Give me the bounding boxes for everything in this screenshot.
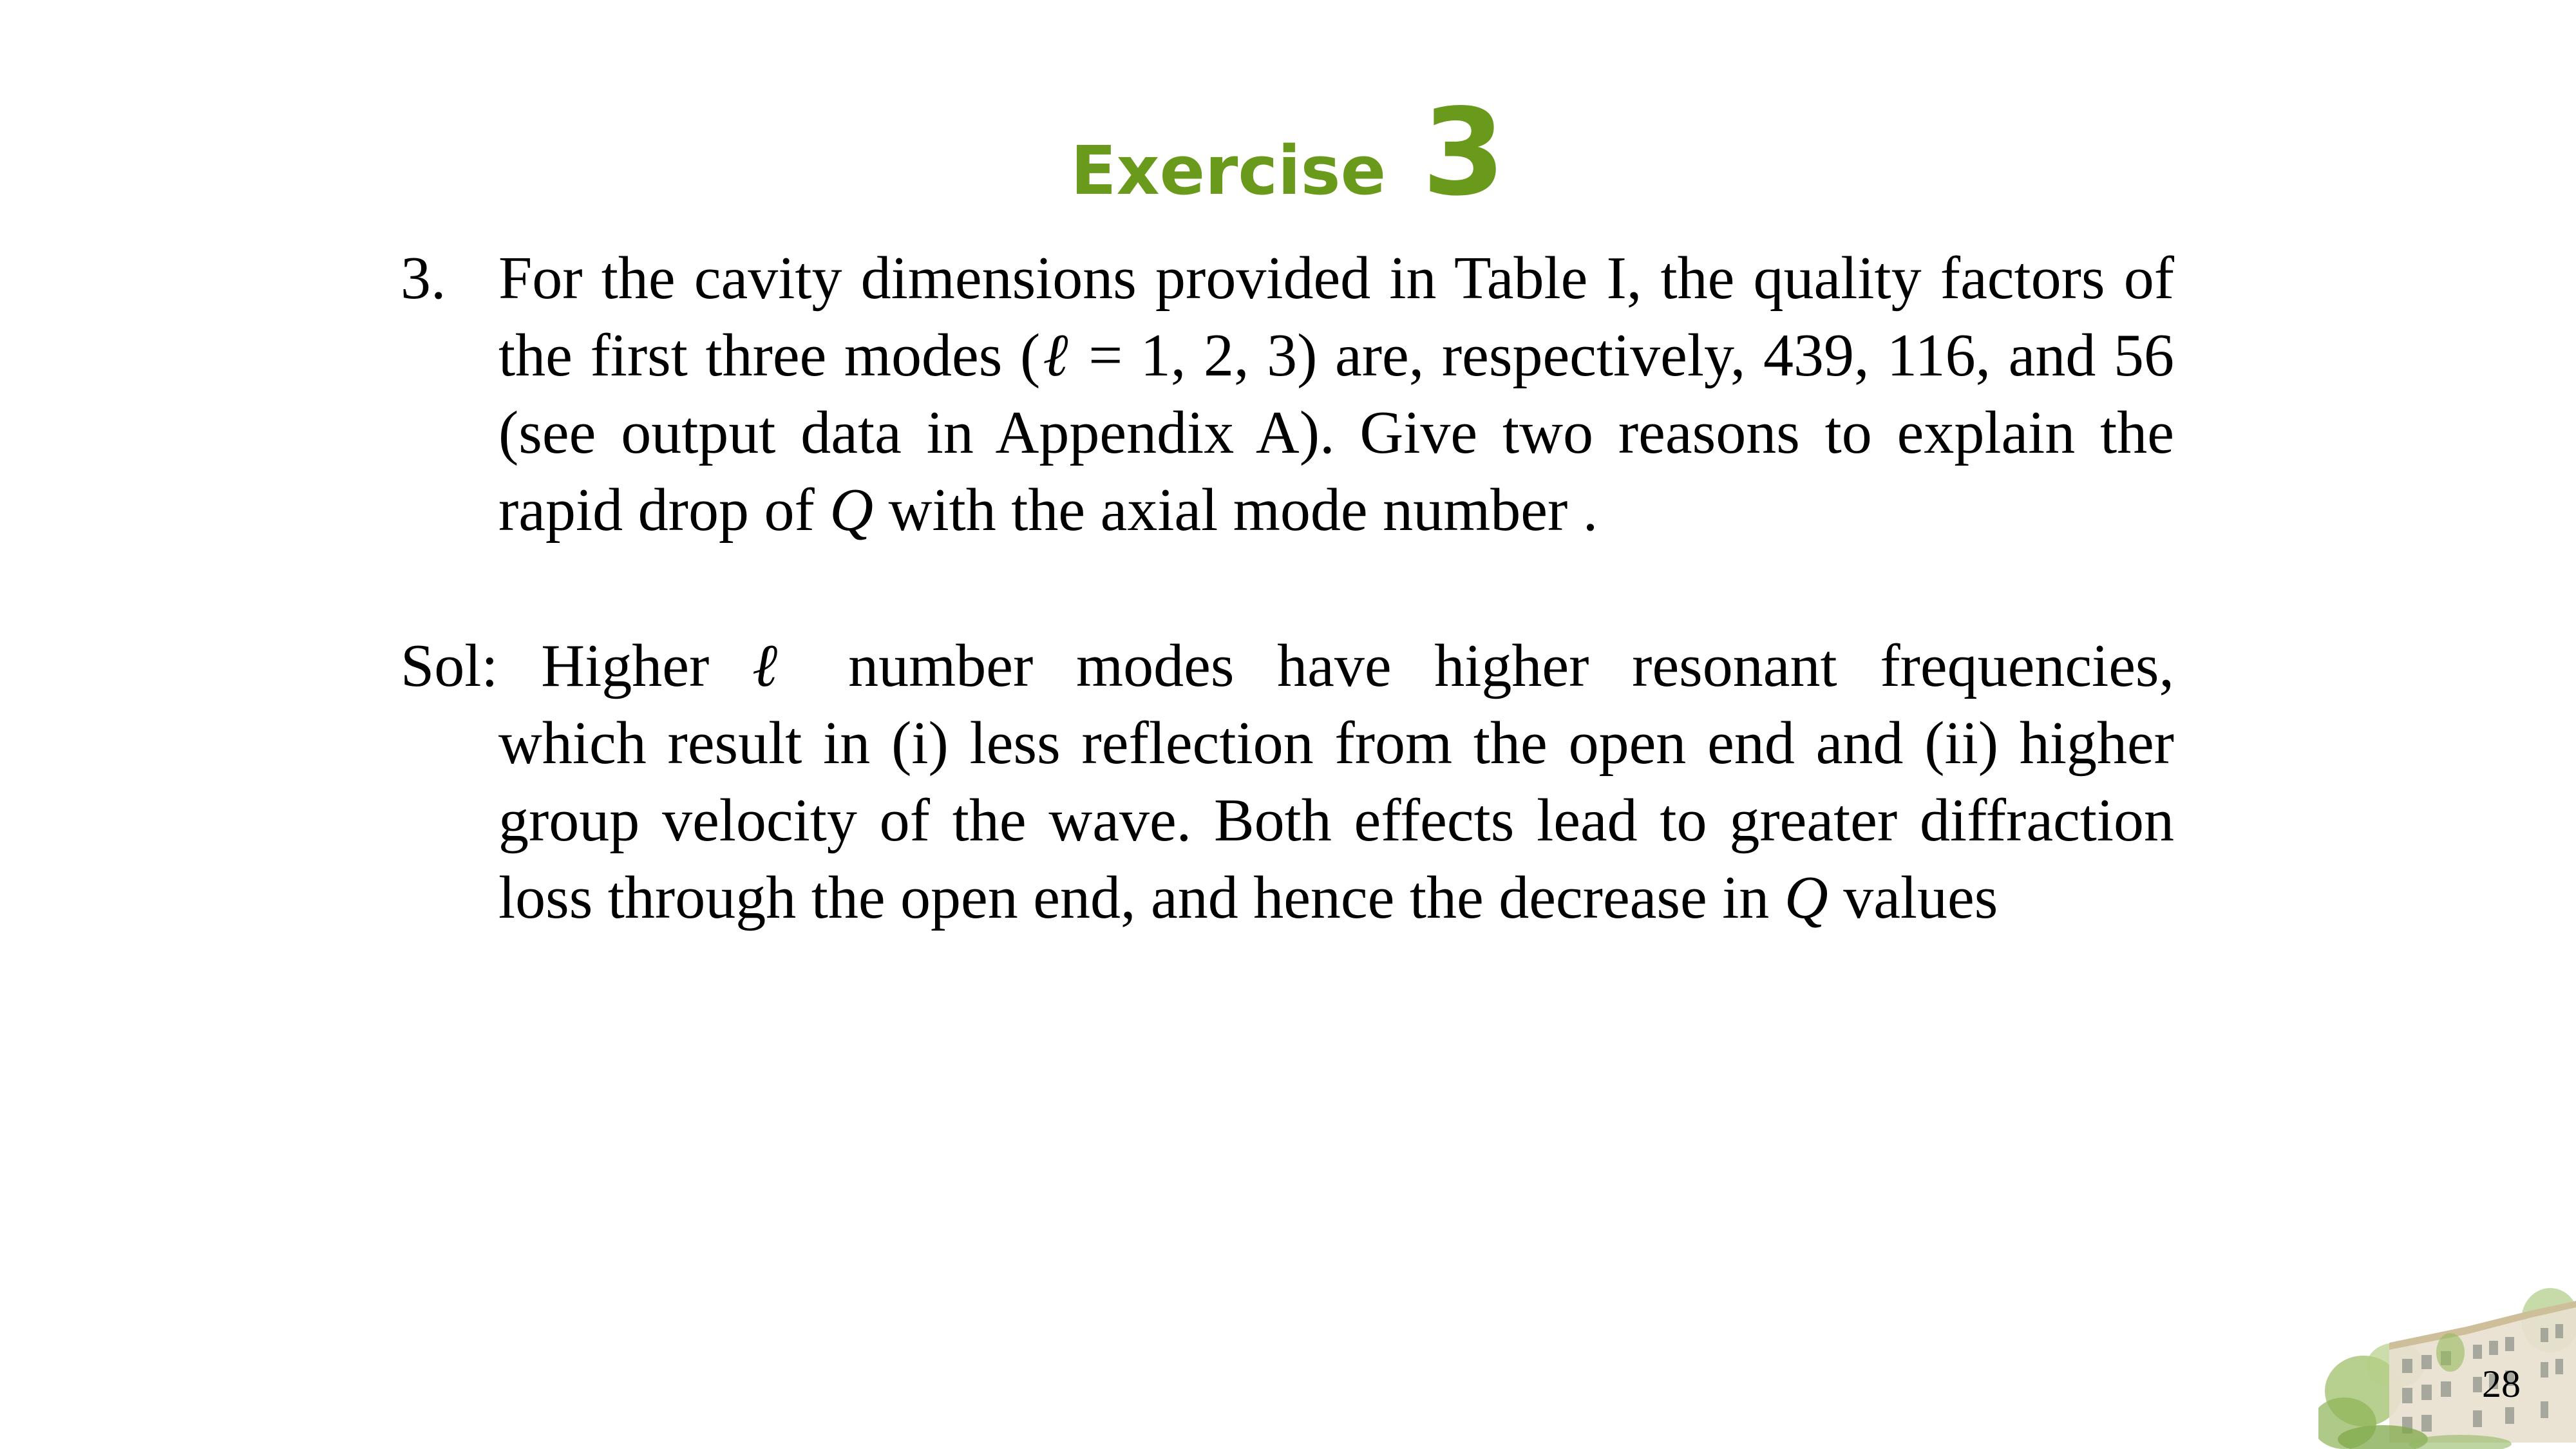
solution-first-part2: number modes have higher resonant frequencies,	[805, 632, 2175, 699]
question-text-part2: = 1, 2, 3) are, respectively, 439, 116, and 56 (see output data in Appendix A). Give two reasons to explain the rapid drop of	[498, 322, 2175, 544]
ell-symbol: ℓ	[1040, 320, 1071, 390]
question-text-part3: with the axial mode number .	[873, 477, 1598, 544]
solution-text-part1: which result in (i) less reflection from the open end and (ii) higher group velocity of the wave. Both effects lead to greater diffraction loss through the open end, and hence the decrease in	[498, 710, 2174, 931]
question-text-part1: For the cavity dimensions provided in Table I, the quality factors of the first three modes (	[498, 245, 2174, 389]
question-paragraph	[401, 240, 2174, 549]
slide-title	[0, 82, 2576, 222]
building-illustration	[2318, 1282, 2576, 1449]
page-number: 28	[2482, 1363, 2521, 1405]
solution-first-part1: Higher	[541, 632, 752, 699]
q-symbol: Q	[829, 477, 874, 544]
solution-first-line	[401, 627, 2174, 705]
title-word: Exercise	[1070, 131, 1387, 210]
question-text	[498, 240, 2174, 549]
q-symbol: Q	[1784, 864, 1828, 931]
title-number: 3	[1422, 82, 1506, 222]
solution-text-part2: values	[1828, 864, 1998, 931]
ell-symbol: ℓ	[752, 630, 806, 701]
question-label: 3.	[401, 245, 446, 312]
solution-paragraph	[401, 627, 2174, 936]
solution-label: Sol:	[401, 632, 498, 699]
solution-text	[498, 705, 2174, 936]
